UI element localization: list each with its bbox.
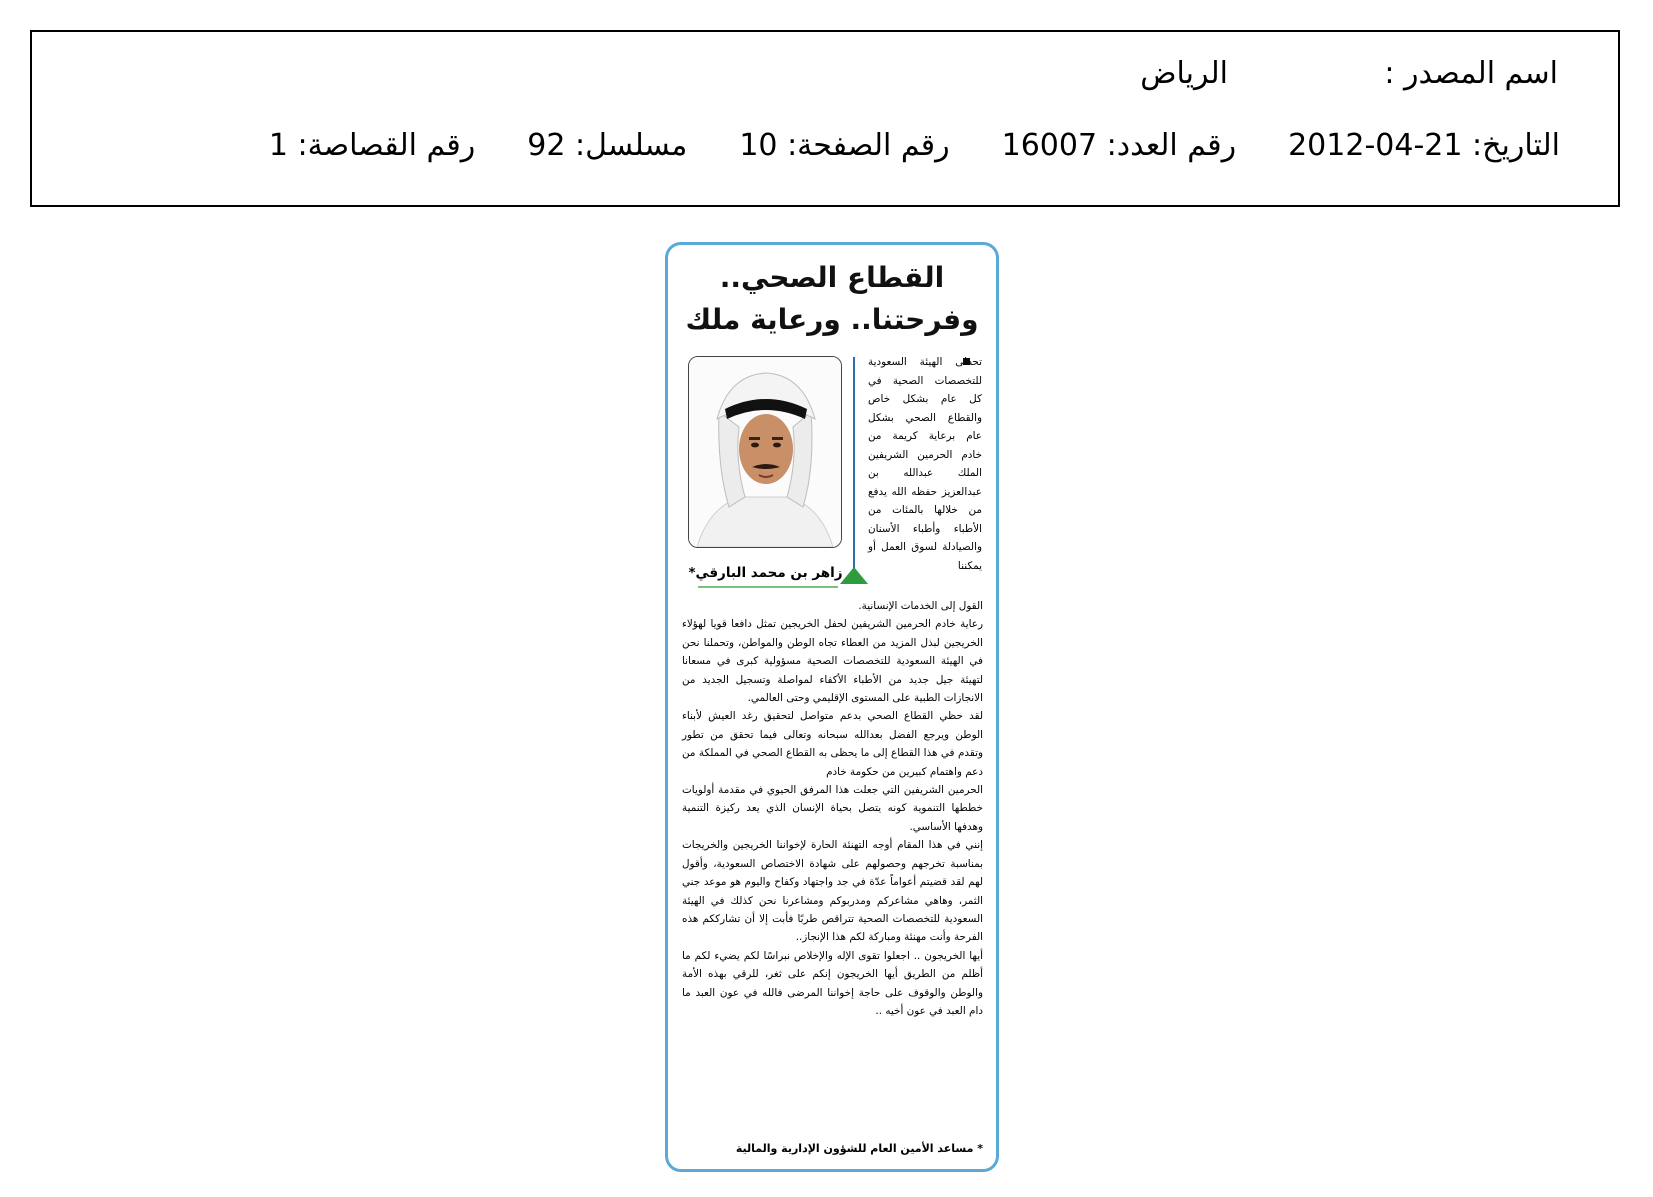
author-signature: * مساعد الأمين العام للشؤون الإدارية والمالية	[735, 1142, 983, 1155]
article-paragraph: الحرمين الشريفين التي جعلت هذا المرفق الحيوي في مقدمة أولويات خططها التنموية كونه يتصل بحياة الإنسان الذي يعد ركيزة التنمية وهدفها الأساسي.	[682, 784, 983, 833]
serial-field: مسلسل: 92	[527, 128, 688, 163]
article-title	[668, 257, 996, 341]
issue-field: رقم العدد: 16007	[1001, 128, 1237, 163]
author-portrait-image	[689, 357, 841, 547]
source-value: الرياض	[1140, 56, 1228, 91]
article-paragraph: رعاية خادم الحرمين الشريفين لحفل الخريجين تمثل دافعا قويا لهؤلاء الخريجين لبذل المزيد من العطاء تجاه الوطن والمواطن، وتحملنا نحن في الهيئة السعودية للتخصصات الصحية مسؤولية كبرى في مسعانا لتهيئة جيل جديد من الأطباء الأكفاء لمواصلة وتسجيل الجديد من الانجازات الطبية على المستوى الإقليمي وحتى العالمي.	[682, 618, 983, 705]
author-name: زاهر بن محمد البارقي*	[688, 565, 843, 581]
article-paragraph: القول إلى الخدمات الإنسانية.	[858, 600, 983, 612]
article-title-line-1: القطاع الصحي..	[719, 261, 945, 294]
article-body	[682, 597, 983, 1020]
clipping-metadata-box	[30, 30, 1620, 207]
metadata-row	[269, 128, 1560, 164]
source-label: اسم المصدر :	[1384, 56, 1558, 91]
author-photo	[688, 356, 842, 548]
article-paragraph: إنني في هذا المقام أوجه التهنئة الحارة لإخواننا الخريجين والخريجات بمناسبة تخرجهم وحصولهم على شهادة الاختصاص السعودية، وأقول لهم لقد قضيتم أعواماً عدّة في جد واجتهاد وكفاح واليوم هو موعد جني الثمر، وهاهي مشاعركم ومدربوكم ومشاعرنا نحن كذلك في الهيئة السعودية للتخصصات الصحية تتراقص طربًا فأبت إلا أن تشارككم هذه الفرحة وأنت مهنئة ومباركة لكم هذا الإنجاز..	[682, 839, 983, 944]
date-field: التاريخ: 21-04-2012	[1288, 128, 1560, 163]
article-intro: تحظى الهيئة السعودية للتخصصات الصحية في كل عام بشكل خاص والقطاع الصحي بشكل عام برعاية كريمة من خادم الحرمين الشريفين الملك عبدالله بن عبدالعزيز حفظه الله يدفع من خلالها بالمئات من الأطباء وأطباء الأسنان والصيادلة لسوق العمل أو يمكننا	[868, 356, 982, 572]
article-paragraph: لقد حظي القطاع الصحي بدعم متواصل لتحقيق رغد العيش لأبناء الوطن ويرجع الفضل بعدالله سبحانه وتعالى فيما تحقق من تطور وتقدم في هذا القطاع إلى ما يحظى به القطاع الصحي في المملكة من دعم واهتمام كبيرين من حكومة خادم	[682, 710, 983, 778]
green-triangle-icon	[840, 567, 868, 584]
clip-number-field: رقم القصاصة: 1	[268, 128, 476, 163]
article-paragraph: أيها الخريجون .. اجعلوا تقوى الإله والإخلاص نبراسًا لكم يضيء لكم ما أظلم من الطريق أيها الخريجون إنكم على ثغر، للرقي بهذه الأمة والوطن والوقوف على حاجة إخواننا المرضى فالله في عون العبد ما دام العبد في عون أخيه ..	[682, 949, 983, 1017]
column-divider	[853, 357, 855, 572]
author-underline	[698, 586, 838, 588]
newspaper-clipping	[665, 242, 999, 1172]
page-field: رقم الصفحة: 10	[739, 128, 950, 163]
article-title-line-2: وفرحتنا.. ورعاية ملك	[685, 303, 979, 336]
